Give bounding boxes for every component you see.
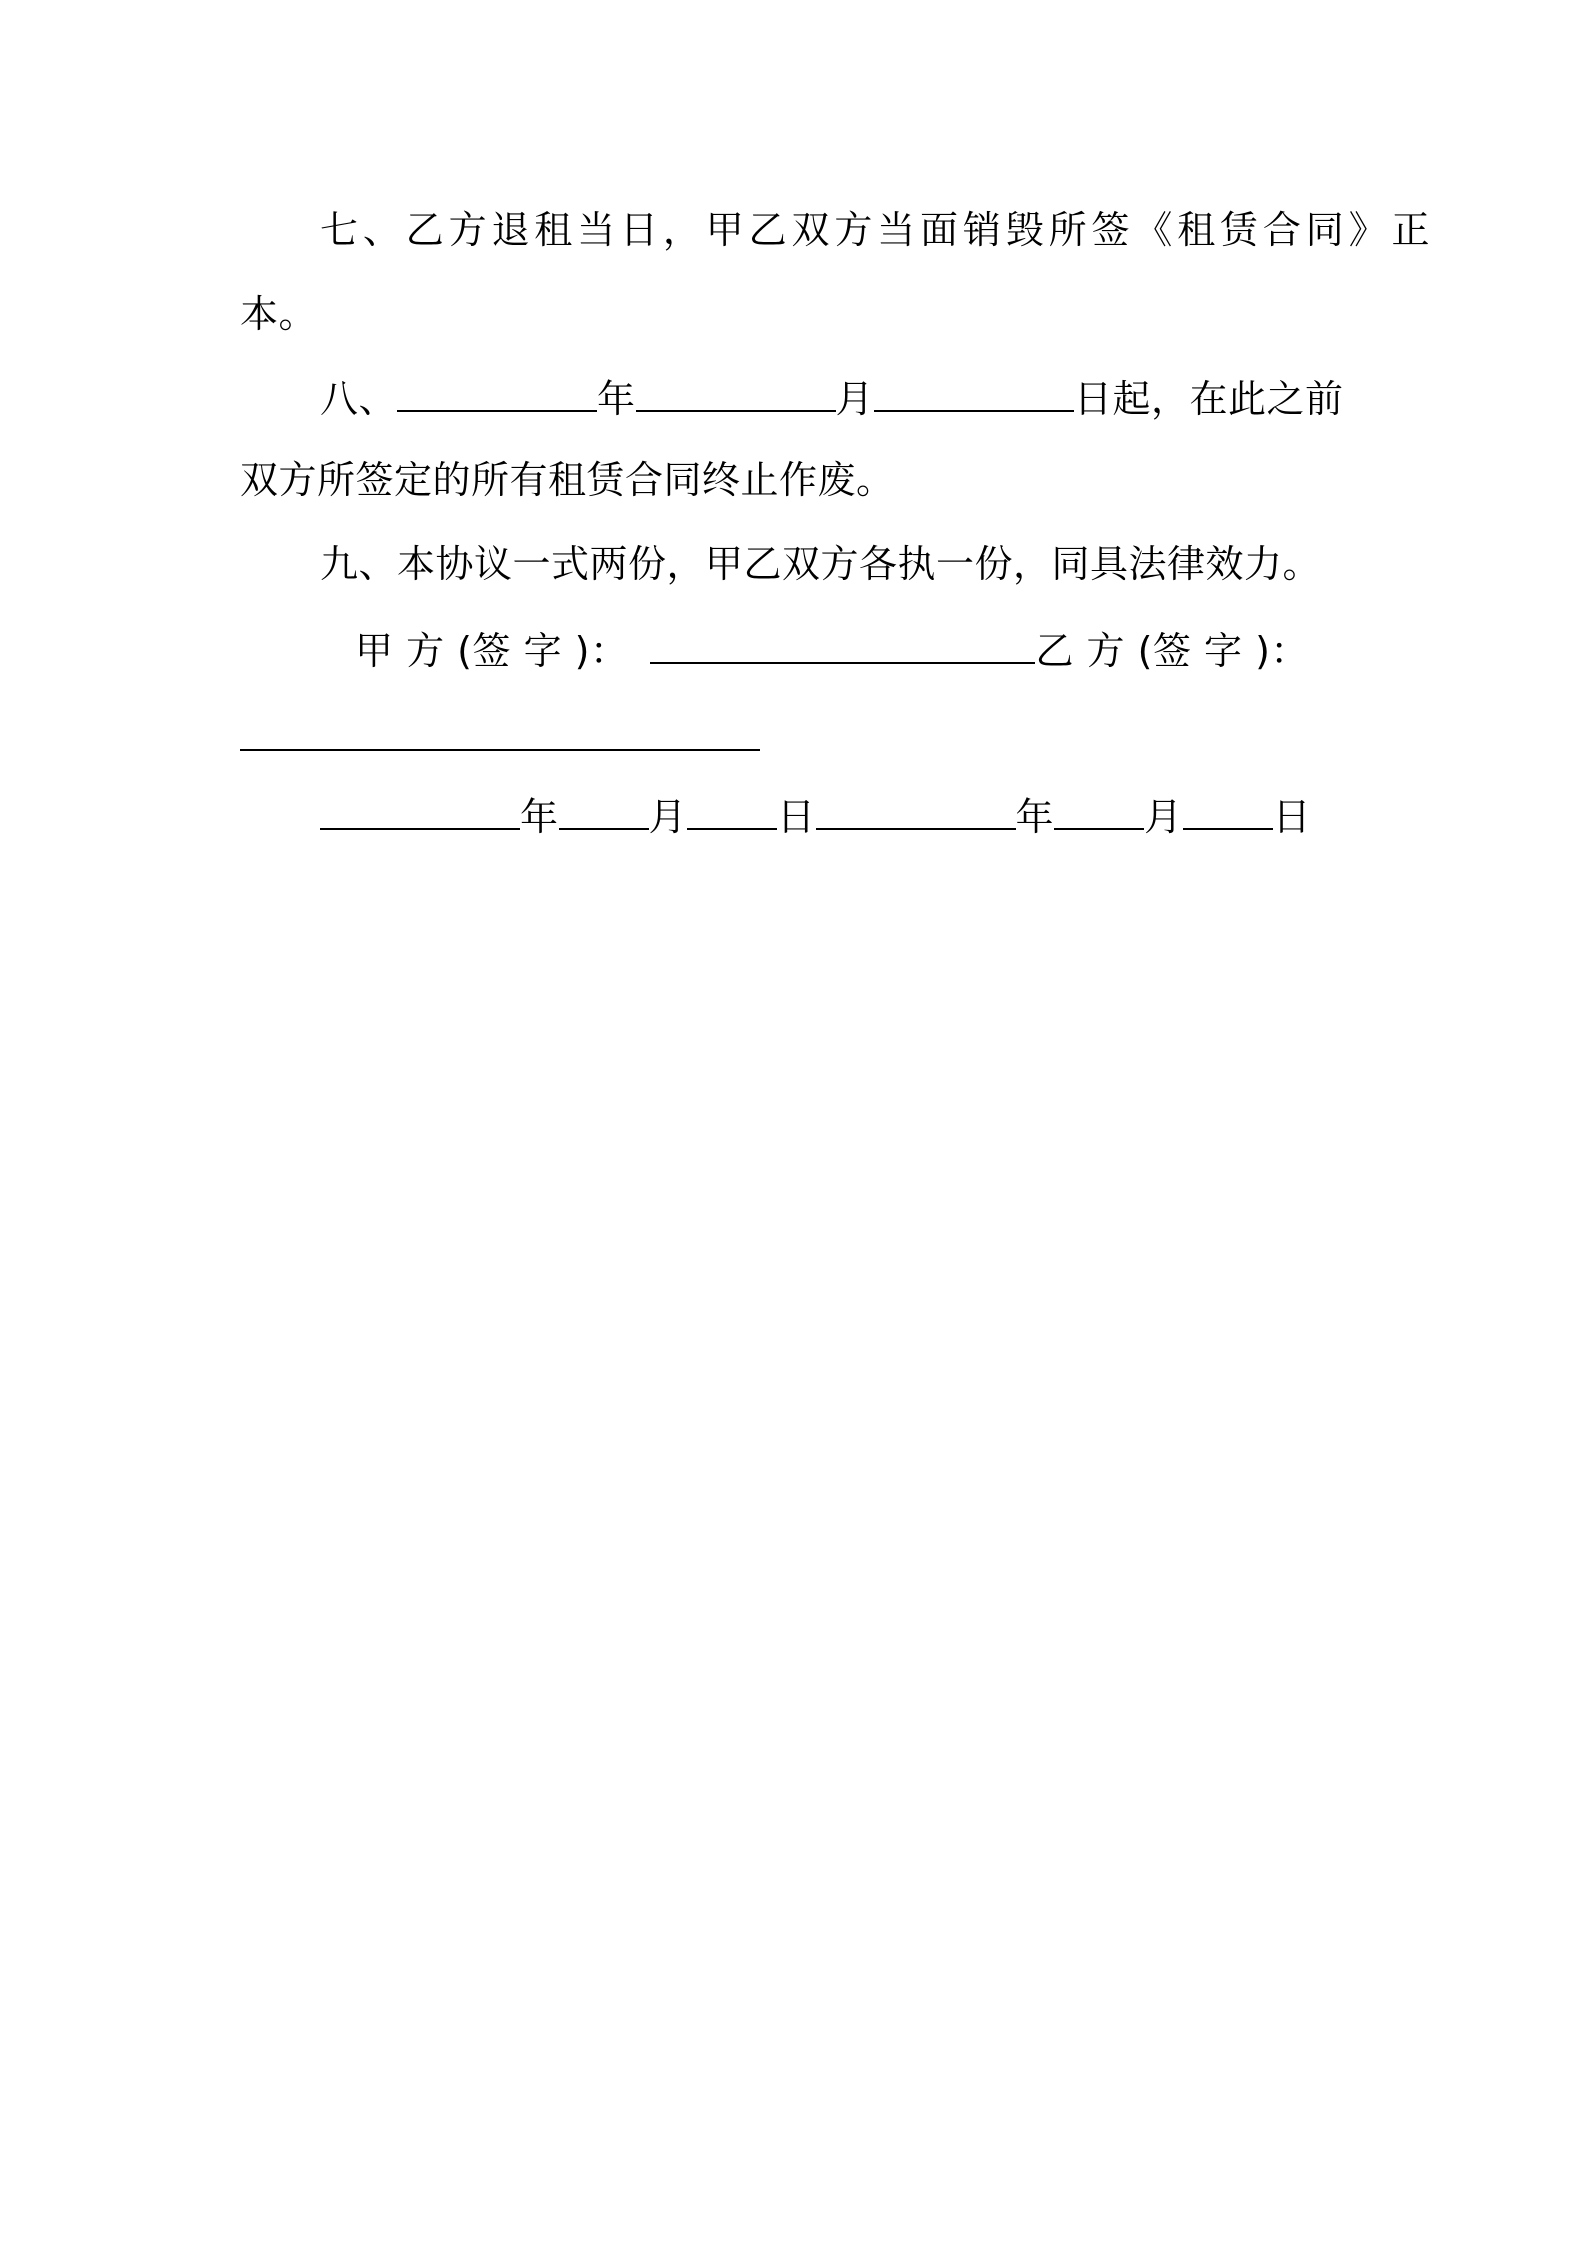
party-b-month-label: 月 [1144,795,1183,839]
clause-nine-line: 九、本协议一式两份，甲乙双方各执一份，同具法律效力。 [320,542,1322,586]
party-a-day-label: 日 [777,795,816,839]
party-b-year-blank [816,792,1016,830]
clause-eight-rest: 日起，在此之前 [1074,377,1344,421]
blank-month [636,374,836,412]
party-b-month-blank [1054,792,1144,830]
signature-row [240,626,1465,673]
clause-seven-line1: 七、乙方退租当日，甲乙双方当面销毁所签《租赁合同》正 [320,208,1430,252]
party-b-label: 乙 方 (签 字 )： [1035,629,1309,673]
label-year: 年 [597,377,636,421]
party-a-label: 甲 方 (签 字 )： [355,629,629,673]
party-b-day-label: 日 [1272,795,1312,839]
party-a-month-blank [559,792,649,830]
party-a-year-blank [320,792,520,830]
blank-day [874,374,1074,412]
party-a-year-label: 年 [520,795,559,839]
clause-eight-line2: 双方所签定的所有租赁合同终止作废。 [240,458,895,502]
party-a-signature-blank [650,626,1035,664]
party-b-year-label: 年 [1015,795,1055,839]
label-month: 月 [835,377,875,421]
blank-year [397,374,597,412]
clause-eight-prefix: 八、 [320,377,398,421]
party-b-day-blank [1183,792,1273,830]
party-a-day-blank [687,792,777,830]
party-a-month-label: 月 [648,795,688,839]
party-b-signature-blank [240,748,760,751]
date-row [240,792,1430,839]
clause-seven-line2: 本。 [240,292,318,336]
clause-eight-line1 [240,374,1430,421]
